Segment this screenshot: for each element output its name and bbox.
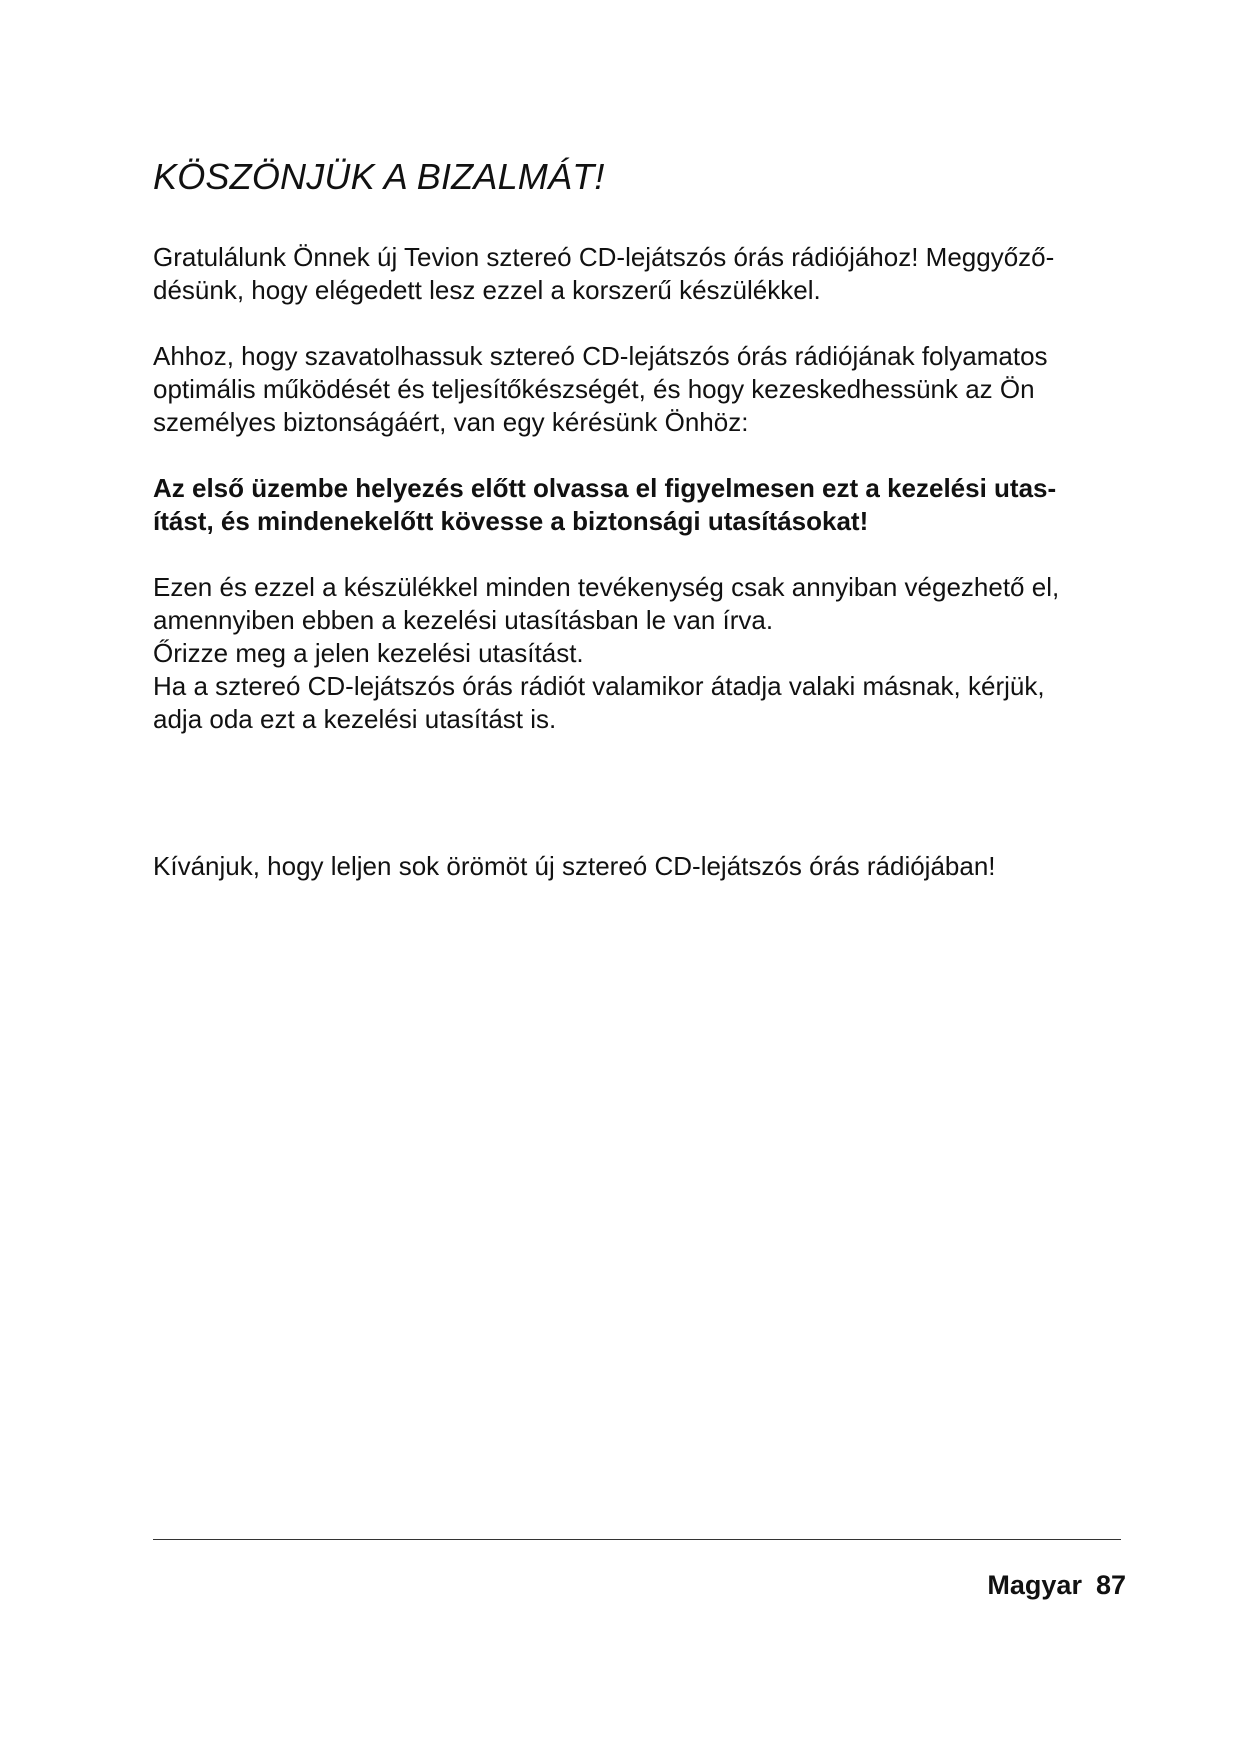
closing-wish: Kívánjuk, hogy leljen sok örömöt új sztereó CD-lejátszós órás rádiójában! [153,851,996,881]
text-line: személyes biztonságáért, van egy kérésünk Önhöz: [153,407,749,437]
footer-divider [153,1539,1121,1540]
text-line: optimális működését és teljesítőkészségét, és hogy kezeskedhessünk az Ön [153,374,1035,404]
text-line: Az első üzembe helyezés előtt olvassa el figyelmesen ezt a kezelési utas- [153,473,1057,503]
text-line: Ahhoz, hogy szavatolhassuk sztereó CD-lejátszós órás rádiójának folyamatos [153,341,1048,371]
page-title: KÖSZÖNJÜK A BIZALMÁT! [153,156,605,197]
text-line: Őrizze meg a jelen kezelési utasítást. [153,638,584,668]
paragraph-congratulation [153,241,1123,307]
paragraph-usage [153,571,1123,736]
text-line: adja oda ezt a kezelési utasítást is. [153,704,557,734]
text-line: Ezen és ezzel a készülékkel minden tevékenység csak annyiban végezhető el, [153,572,1060,602]
text-line: désünk, hogy elégedett lesz ezzel a korszerű készülékkel. [153,275,821,305]
page-number: 87 [1095,1570,1126,1600]
text-line: ítást, és mindenekelőtt kövesse a biztonsági utasításokat! [153,506,869,536]
paragraph-safety-notice [153,472,1123,538]
text-line: amennyiben ebben a kezelési utasításban le van írva. [153,605,774,635]
page-footer [987,1570,1126,1601]
text-line: Gratulálunk Önnek új Tevion sztereó CD-lejátszós órás rádiójához! Meggyőző- [153,242,1055,272]
paragraph-request [153,340,1123,439]
text-line: Ha a sztereó CD-lejátszós órás rádiót valamikor átadja valaki másnak, kérjük, [153,671,1045,701]
body-text [153,241,1123,736]
footer-language: Magyar [987,1570,1082,1600]
